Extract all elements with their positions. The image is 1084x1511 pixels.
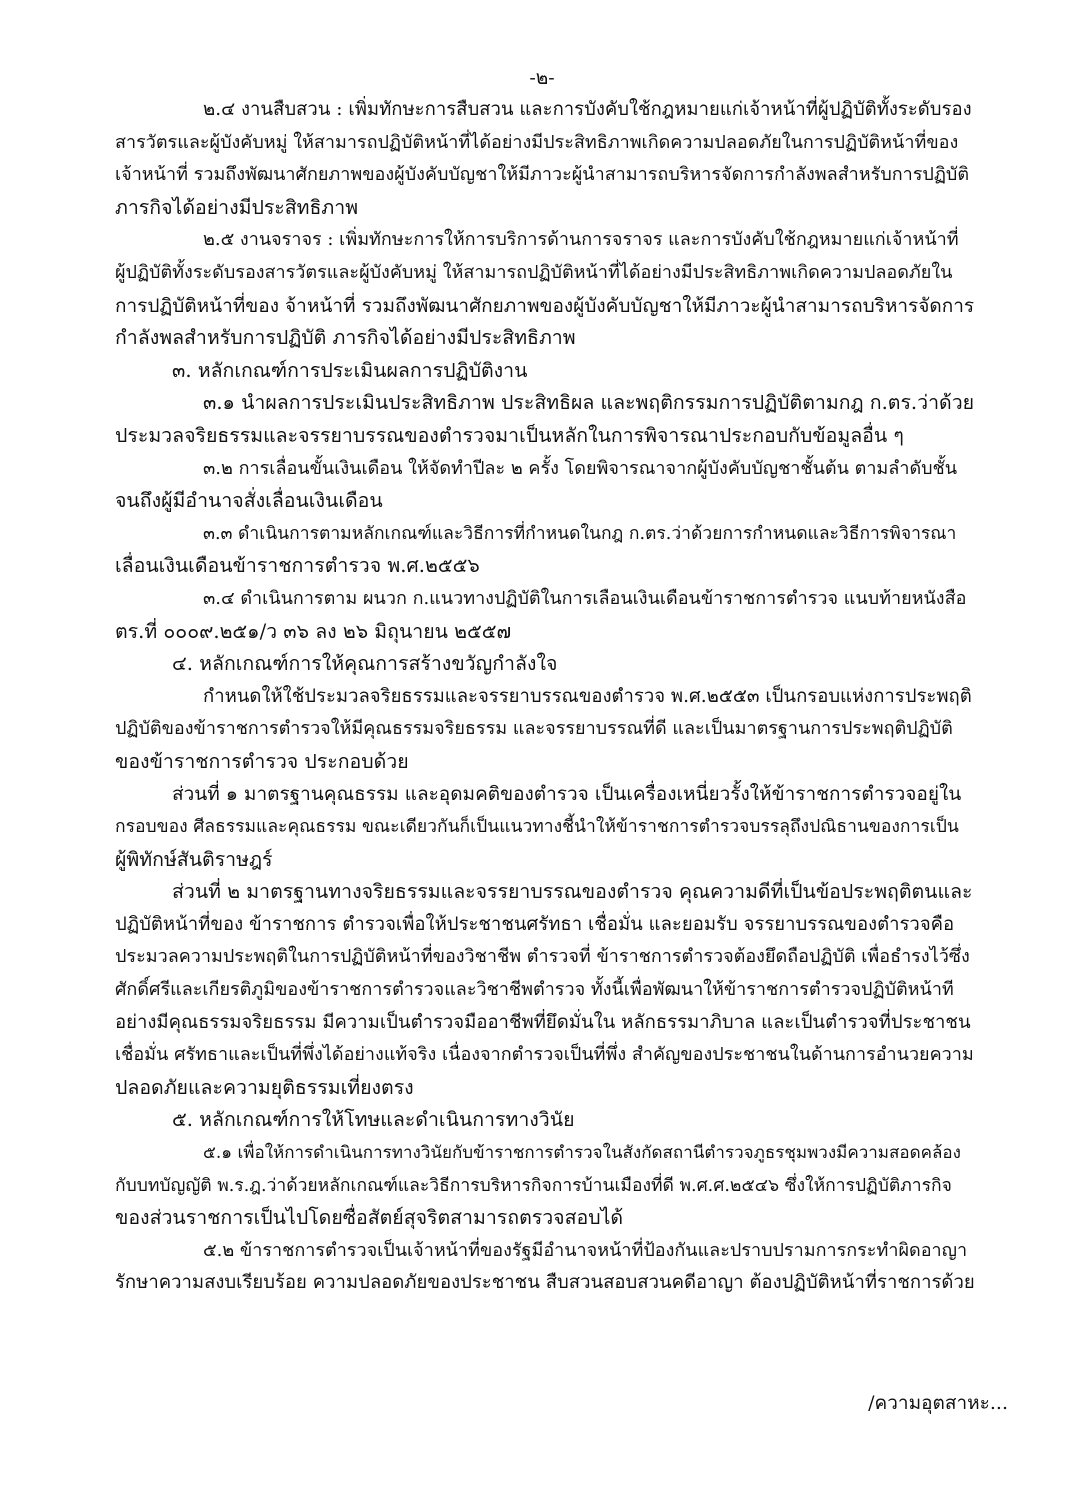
- text-line: ปฏิบัติของข้าราชการตำรวจให้มีคุณธรรมจริยธรรม และจรรยาบรรณที่ดี และเป็นมาตรฐานการประพฤติปฏิบัติ: [115, 718, 953, 740]
- text-line: ๕. หลักเกณฑ์การให้โทษและดำเนินการทางวินัย: [172, 1108, 575, 1132]
- text-line: ประมวลจริยธรรมและจรรยาบรรณของตำรวจมาเป็นหลักในการพิจารณาประกอบกับข้อมูลอื่น ๆ: [115, 423, 904, 447]
- text-line: กรอบของ ศีลธรรมและคุณธรรม ขณะเดียวกันก็เป็นแนวทางชี้นำให้ข้าราชการตำรวจบรรลุถึงปณิธานของการเป็น: [115, 817, 959, 838]
- text-line: ๔. หลักเกณฑ์การให้คุณการสร้างขวัญกำลังใจ: [172, 652, 558, 676]
- page-number: -๒-: [529, 67, 555, 89]
- text-line: ประมวลความประพฤติในการปฏิบัติหน้าที่ของวิชาชีพ ตำรวจที่ ข้าราชการตำรวจต้องยึดถือปฏิบัติ เพื่อธำรงไว้ซึ่ง: [115, 946, 970, 968]
- text-line: ๒.๕ งานจราจร : เพิ่มทักษะการให้การบริการด้านการจราจร และการบังคับใช้กฎหมายแก่เจ้าหน้าที่: [203, 229, 959, 251]
- text-line: ภารกิจได้อย่างมีประสิทธิภาพ: [115, 195, 359, 219]
- text-line: ปฏิบัติหน้าที่ของ ข้าราชการ ตำรวจเพื่อให้ประชาชนศรัทธา เชื่อมั่น และยอมรับ จรรยาบรรณของตำรวจคือ: [115, 913, 955, 935]
- text-line: ๕.๑ เพื่อให้การดำเนินการทางวินัยกับข้าราชการตำรวจในสังกัดสถานีตำรวจภูธรชุมพวงมีความสอดคล้อง: [203, 1143, 961, 1163]
- text-line: สารวัตรและผู้บังคับหมู่ ให้สามารถปฏิบัติหน้าที่ได้อย่างมีประสิทธิภาพเกิดความปลอดภัยในการปฏิบัติหน้าที่ของ: [115, 131, 959, 153]
- text-line: เชื่อมั่น ศรัทธาและเป็นที่พึ่งได้อย่างแท้จริง เนื่องจากตำรวจเป็นที่พึ่ง สำคัญของประชาชนในด้านการอำนวยความ: [115, 1044, 974, 1066]
- text-line: ๒.๔ งานสืบสวน : เพิ่มทักษะการสืบสวน และการบังคับใช้กฎหมายแก่เจ้าหน้าที่ผู้ปฏิบัติทั้งระดับรอง: [203, 99, 972, 120]
- text-line: ส่วนที่ ๒ มาตรฐานทางจริยธรรมและจรรยาบรรณของตำรวจ คุณความดีที่เป็นข้อประพฤติตนและ: [172, 880, 973, 904]
- text-line: จนถึงผู้มีอำนาจสั่งเลื่อนเงินเดือน: [115, 489, 383, 513]
- body-text: [115, 94, 975, 1300]
- text-line: อย่างมีคุณธรรมจริยธรรม มีความเป็นตำรวจมืออาชีพที่ยึดมั่นใน หลักธรรมาภิบาล และเป็นตำรวจที่ประชาชน: [115, 1011, 971, 1033]
- text-line: ๕.๒ ข้าราชการตำรวจเป็นเจ้าหน้าที่ของรัฐมีอำนาจหน้าที่ป้องกันและปราบปรามการกระทำผิดอาญา: [203, 1239, 968, 1261]
- text-line: รักษาความสงบเรียบร้อย ความปลอดภัยของประชาชน สืบสวนสอบสวนคดีอาญา ต้องปฏิบัติหน้าที่ราชการด้วย: [115, 1272, 975, 1294]
- text-line: ปลอดภัยและความยุติธรรมเที่ยงตรง: [115, 1075, 414, 1099]
- text-line: กำหนดให้ใช้ประมวลจริยธรรมและจรรยาบรรณของตำรวจ พ.ศ.๒๕๕๓ เป็นกรอบแห่งการประพฤติ: [203, 685, 972, 707]
- text-line: ส่วนที่ ๑ มาตรฐานคุณธรรม และอุดมคติของตำรวจ เป็นเครื่องเหนี่ยวรั้งให้ข้าราชการตำรวจอยู่ใน: [172, 783, 962, 806]
- text-line: เจ้าหน้าที่ รวมถึงพัฒนาศักยภาพของผู้บังคับบัญชาให้มีภาวะผู้นำสามารถบริหารจัดการกำลังพลสำหรับการปฏิบัติ: [115, 164, 970, 186]
- text-line: ๓.๔ ดำเนินการตาม ผนวก ก.แนวทางปฏิบัติในการเลือนเงินเดือนข้าราชการตำรวจ แนบท้ายหนังสือ: [203, 587, 967, 609]
- continuation-note: /ความอุตสาหะ...: [868, 1392, 1008, 1414]
- text-line: เลื่อนเงินเดือนข้าราชการตำรวจ พ.ศ.๒๕๕๖: [115, 554, 480, 578]
- text-line: ๓.๓ ดำเนินการตามหลักเกณฑ์และวิธีการที่กำหนดในกฎ ก.ตร.ว่าด้วยการกำหนดและวิธีการพิจารณา: [203, 523, 957, 544]
- text-line: ผู้พิทักษ์สันติราษฎร์: [115, 847, 273, 871]
- text-line: ของส่วนราชการเป็นไปโดยซื่อสัตย์สุจริตสามารถตรวจสอบได้: [115, 1206, 624, 1230]
- text-line: กับบทบัญญัติ พ.ร.ฎ.ว่าด้วยหลักเกณฑ์และวิธีการบริหารกิจการบ้านเมืองที่ดี พ.ศ.ศ.๒๕๔๖ ซึ่งให้การปฏิบัติภารกิจ: [115, 1175, 952, 1196]
- text-line: ตร.ที่ ๐๐๐๙.๒๕๑/ว ๓๖ ลง ๒๖ มิถุนายน ๒๕๕๗: [115, 619, 512, 643]
- text-line: ๓.๒ การเลื่อนขั้นเงินเดือน ให้จัดทำปีละ ๒ ครั้ง โดยพิจารณาจากผู้บังคับบัญชาชั้นต้น ตามลำดับชั้น: [203, 457, 958, 479]
- text-line: กำลังพลสำหรับการปฏิบัติ ภารกิจได้อย่างมีประสิทธิภาพ: [115, 326, 576, 350]
- text-line: ศักดิ์ศรีและเกียรติภูมิของข้าราชการตำรวจและวิชาชีพตำรวจ ทั้งนี้เพื่อพัฒนาให้ข้าราชการตำรวจปฏิบัติหน้าที: [115, 979, 954, 1001]
- text-line: ๓. หลักเกณฑ์การประเมินผลการปฏิบัติงาน: [172, 358, 528, 382]
- text-line: การปฏิบัติหน้าที่ของ จ้าหน้าที่ รวมถึงพัฒนาศักยภาพของผู้บังคับบัญชาให้มีภาวะผู้นำสามารถบริหารจัดการ: [115, 294, 975, 317]
- text-line: ผู้ปฏิบัติทั้งระดับรองสารวัตรและผู้บังคับหมู่ ให้สามารถปฏิบัติหน้าที่ได้อย่างมีประสิทธิภาพเกิดความปลอดภัยใน: [115, 261, 953, 283]
- text-line: ของข้าราชการตำรวจ ประกอบด้วย: [115, 749, 409, 773]
- text-line: ๓.๑ นำผลการประเมินประสิทธิภาพ ประสิทธิผล และพฤติกรรมการปฏิบัติตามกฎ ก.ตร.ว่าด้วย: [203, 391, 975, 415]
